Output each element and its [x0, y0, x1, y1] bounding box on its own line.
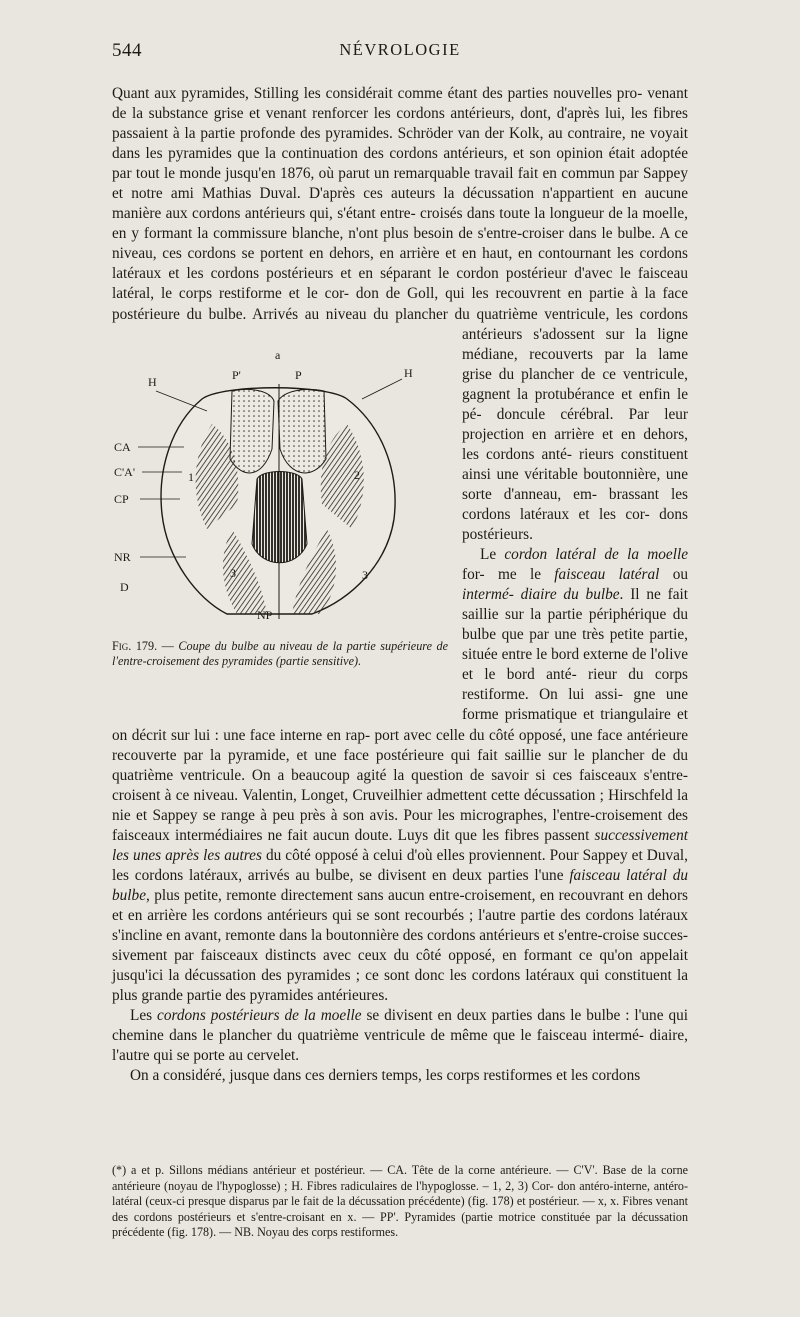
p2-text-f: , plus petite, remonte directement sans aucun entre-croisement, en recouvrant en dehors et en arrière les cordons antérieurs qui se sont recourbés ; l'autre partie des cordons latéraux s'incline en avant, remonte dans la boutonnière des cordons antérieurs et s'entre-croise succes- sivement par faisceaux distincts avec ceux du côté opposé, en formant ce qu'on appelait jusqu'ici la décussation des pyramides ; ce sont donc les cordons latéraux qui constituent la plus grande partie des pyramides antérieures.: [112, 886, 688, 1005]
label-a: a: [275, 347, 281, 362]
p3-text-a: Les: [130, 1007, 158, 1025]
paragraph-3: [112, 1006, 688, 1066]
label-h-left: H: [148, 374, 157, 389]
label-h-right: H: [404, 365, 413, 380]
pyramid-left: [230, 389, 274, 472]
label-np: NP: [257, 607, 273, 622]
p2-text-b: for- me le: [462, 566, 555, 584]
medulla-section-illustration: [112, 329, 450, 639]
label-cp: CP: [114, 491, 129, 506]
footnote: (*) a et p. Sillons médians antérieur et postérieur. — CA. Tête de la corne antérieure. — C'V'. Base de la corne antérieure (noyau de l'hypoglosse) ; H. Fibres radiculaires de l'hypoglosse. – 1, 2, 3) Cor- don antéro-interne, antéro-latéral (ceux-ci presque disparus par le fait de la décussation précédente) (fig. 178) et postérieur. — x, x. Fibres venant des cordons postérieurs et s'entre-croisant en x. — PP'. Pyramides (partie motrice constituée par la décussation précédente (fig. 178). — NB. Noyau des corps restiformes.: [112, 1163, 688, 1240]
p2-text-d: . Il ne fait saillie sur la partie périphérique du bulbe que par une très petite partie, située entre le bord externe de l'olive et le bord anté- rieur du corps restiforme. On lui assi- gne une forme prismatique et triangulaire et on décrit sur lui : une face interne en rap- port avec celle du côté opposé, une face antérieure recouverte par la pyramide, et une face postérieure qui fait saillie sur le plancher de du quatrième ventricule. On a beaucoup agité la question de savoir si ces faisceaux s'entre-croisent à ce niveau. Valentin, Longet, Cruveilhier admettent cette décussation ; Hirschfeld la nie et Sappey se range à peu près à son avis. Pour les micrographes, l'entre-croisement des faisceaux intermédiaires ne fait aucun doute. Luys dit que les fibres passent: [112, 586, 688, 844]
pyramid-right: [278, 389, 326, 472]
page-header: [112, 40, 688, 64]
paragraph-4: On a considéré, jusque dans ces derniers temps, les corps restiformes et les cordons: [130, 1067, 641, 1085]
figure-caption: [112, 639, 448, 670]
page-number: 544: [112, 40, 142, 61]
term-faisceau-lateral-bulbe: faisceau latéral du bulbe: [112, 866, 688, 904]
label-p-prime: P': [232, 367, 241, 382]
figure-179: [112, 329, 450, 705]
label-2: 2: [354, 467, 360, 482]
label-1: 1: [188, 469, 194, 484]
p3-text-b: se divisent en deux parties dans le bulbe : l'une qui chemine dans le plancher du quatrième ventricule de même que le faisceau intermé- diaire, l'autre qui se porte au cervelet.: [112, 1007, 688, 1065]
main-text: [112, 84, 688, 1086]
label-3-right: 3: [362, 567, 368, 582]
label-nr: NR: [114, 549, 131, 564]
caption-text: Coupe du bulbe au niveau de la partie supérieure de l'entre-croisement des pyramides (partie sensitive).: [112, 638, 448, 669]
running-title: NÉVROLOGIE: [339, 40, 461, 59]
p2-text-a: Le: [480, 546, 505, 564]
caption-lead: Fig. 179. —: [112, 638, 179, 653]
label-d: D: [120, 579, 129, 594]
term-cordon-lateral: cordon latéral de la moelle: [504, 546, 688, 564]
p2-text-e: du côté opposé à celui d'où elles proviennent. Pour Sappey et Duval, les cordons latéraux, arrivés au bulbe, se divisent en deux parties l'une: [112, 846, 688, 884]
p2-text-c: ou: [659, 566, 689, 584]
label-cpa: C'A': [114, 464, 135, 479]
paragraph-1-text: Quant aux pyramides, Stilling les considérait comme étant des parties nouvelles pro- venant de la substance grise et venant renforcer les cordons antérieurs, dont, d'après lui, les fibres passaient à la partie profonde des pyramides. Schröder van der Kolk, au contraire, ne voyait dans les pyramides que la continuation des cordons antérieurs, et son opinion était adoptée par tout le monde jusqu'en 1876, où parut un remarquable travail fait en commun par Sappey et notre ami Mathias Duval. D'après ces auteurs la décussation n'appartient en aucune manière aux cordons antérieurs qui, s'étant entre- croisés dans toute la longueur de la moelle, en y formant la commissure blanche, n'ont plus besoin de s'entre-croiser dans le bulbe. A ce niveau, ces cordons se portent en dehors, en arrière et en haut, en contournant les cordons latéraux et les cordons postérieurs et en séparant le cordon postérieur d'avec le faisceau latéral, le corps restiforme et le cor- don de Goll, qui les recouvrent en partie à la face postérieure du bulbe. Arrivés au niveau: [112, 85, 688, 323]
label-p: P: [295, 367, 302, 382]
label-ca: CA: [114, 439, 131, 454]
term-faisceau-lateral: faisceau latéral: [554, 566, 660, 584]
term-cordons-posterieurs: cordons postérieurs de la moelle: [157, 1007, 362, 1025]
term-successivement: successivement les unes après les autres: [112, 826, 688, 864]
term-intermediaire: intermé- diaire du bulbe: [462, 586, 620, 604]
paragraph-1-text-continued: du plancher du quatrième ventricule, les cordons antérieurs s'adossent sur la ligne médiane, recouverts par la lame grise du plancher de ce ventricule, gagnent la protubérance et enfin le pé- doncule cérébral. Par leur projection en arrière et en dehors, les cordons anté- rieurs constituent ainsi une véritable boutonnière, une sorte d'anneau, em- brassant les cordons latéraux et les cor- dons postérieurs.: [373, 305, 689, 544]
label-3-left: 3: [230, 565, 236, 580]
